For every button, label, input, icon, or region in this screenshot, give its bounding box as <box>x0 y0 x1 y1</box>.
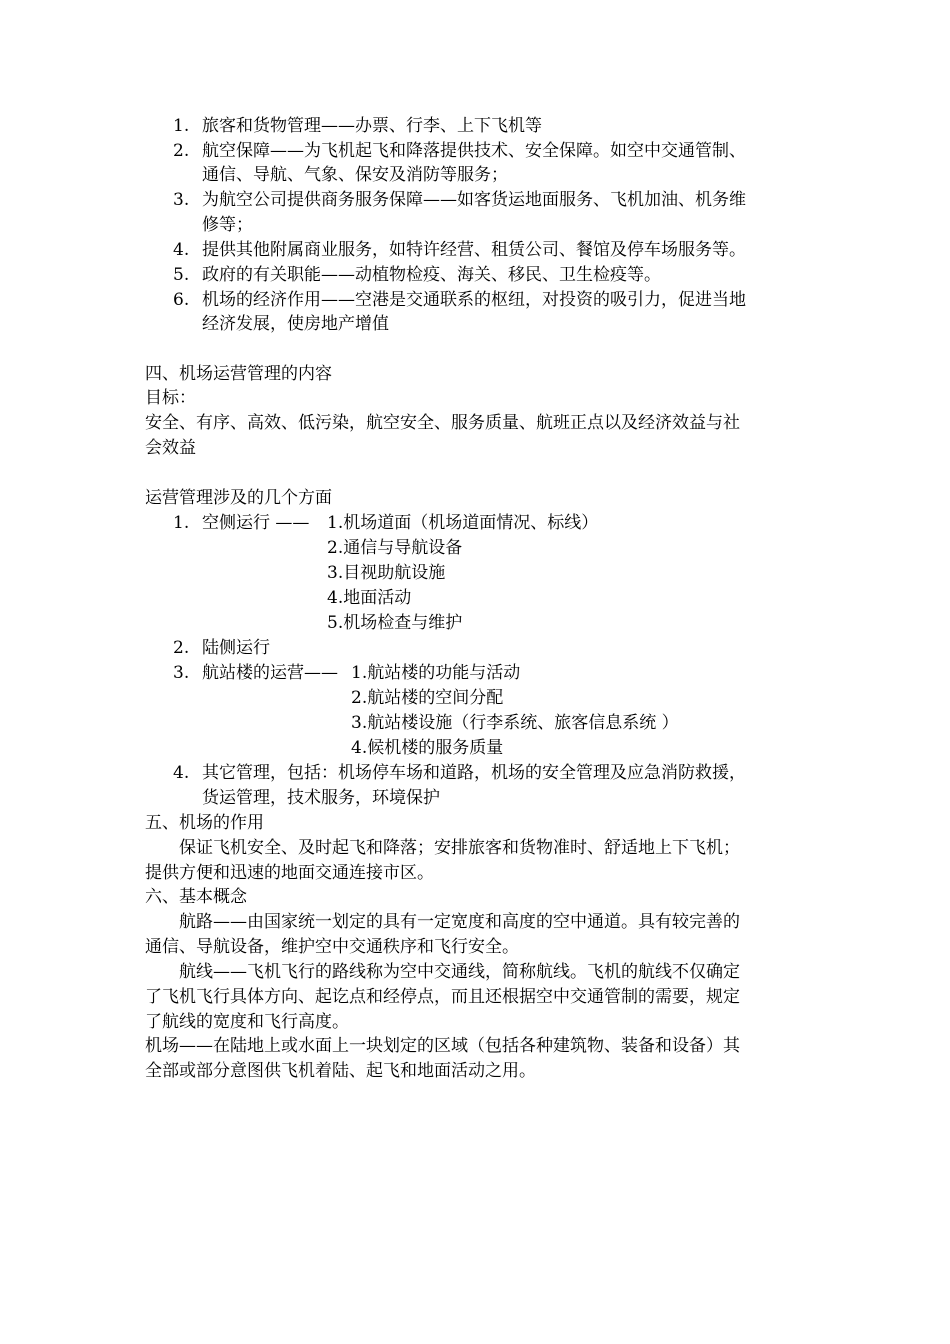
list-item-number: 2. <box>173 638 190 658</box>
list-item-text: 机场的经济作用——空港是交通联系的枢纽，对投资的吸引力，促进当地 <box>202 290 746 310</box>
paragraph-text: 航线——飞机飞行的路线称为空中交通线，简称航线。飞机的航线不仅确定 <box>179 962 740 982</box>
aspect-subitem: 4.候机楼的服务质量 <box>351 738 504 758</box>
list-item-number: 4. <box>173 763 190 783</box>
paragraph-text: 机场——在陆地上或水面上一块划定的区域（包括各种建筑物、装备和设备）其 <box>145 1036 740 1056</box>
list-item-number: 5. <box>173 265 190 285</box>
paragraph-text: 通信、导航设备，维护空中交通秩序和飞行安全。 <box>145 937 519 957</box>
section-heading: 六、基本概念 <box>145 887 247 907</box>
list-item-number: 6. <box>173 290 190 310</box>
list-item-number: 3. <box>173 663 190 683</box>
paragraph-text: 全部或部分意图供飞机着陆、起飞和地面活动之用。 <box>145 1061 536 1081</box>
paragraph-text: 了飞机飞行具体方向、起讫点和经停点，而且还根据空中交通管制的需要，规定 <box>145 987 740 1007</box>
aspect-label: 空侧运行 —— <box>202 513 310 533</box>
aspect-subitem: 1.航站楼的功能与活动 <box>351 663 521 683</box>
aspect-label: 航站楼的运营—— <box>202 663 338 683</box>
list-item-number: 1. <box>173 116 190 136</box>
list-item-number: 3. <box>173 190 190 210</box>
list-item-text: 经济发展，使房地产增值 <box>202 314 389 334</box>
section-heading: 五、机场的作用 <box>145 813 264 833</box>
list-item-number: 2. <box>173 141 190 161</box>
aspects-heading: 运营管理涉及的几个方面 <box>145 488 332 508</box>
list-item-text: 航空保障——为飞机起飞和降落提供技术、安全保障。如空中交通管制、 <box>202 141 746 161</box>
aspect-subitem: 5.机场检查与维护 <box>327 613 463 633</box>
goal-label: 目标： <box>145 388 196 408</box>
paragraph-text: 提供方便和迅速的地面交通连接市区。 <box>145 863 434 883</box>
section-heading: 四、机场运营管理的内容 <box>145 364 332 384</box>
goal-text: 安全、有序、高效、低污染，航空安全、服务质量、航班正点以及经济效益与社 <box>145 413 740 433</box>
aspect-subitem: 2.航站楼的空间分配 <box>351 688 504 708</box>
paragraph-text: 航路——由国家统一划定的具有一定宽度和高度的空中通道。具有较完善的 <box>179 912 740 932</box>
list-item-text: 旅客和货物管理——办票、行李、上下飞机等 <box>202 116 542 136</box>
list-item-text: 通信、导航、气象、保安及消防等服务； <box>202 165 508 185</box>
list-item-text: 提供其他附属商业服务，如特许经营、租赁公司、餐馆及停车场服务等。 <box>202 240 746 260</box>
aspect-subitem: 3.目视助航设施 <box>327 563 446 583</box>
list-item-text: 其它管理，包括：机场停车场和道路，机场的安全管理及应急消防救援， <box>202 763 746 783</box>
aspect-subitem: 4.地面活动 <box>327 588 412 608</box>
list-item-number: 1. <box>173 513 190 533</box>
aspect-subitem: 3.航站楼设施（行李系统、旅客信息系统 ） <box>351 713 679 733</box>
aspect-subitem: 2.通信与导航设备 <box>327 538 463 558</box>
list-item-text: 货运管理，技术服务，环境保护 <box>202 788 440 808</box>
paragraph-text: 了航线的宽度和飞行高度。 <box>145 1012 349 1032</box>
list-item-text: 政府的有关职能——动植物检疫、海关、移民、卫生检疫等。 <box>202 265 661 285</box>
list-item-number: 4. <box>173 240 190 260</box>
list-item-text: 修等； <box>202 215 253 235</box>
paragraph-text: 保证飞机安全、及时起飞和降落；安排旅客和货物准时、舒适地上下飞机； <box>179 838 740 858</box>
goal-text: 会效益 <box>145 438 196 458</box>
aspect-label: 陆侧运行 <box>202 638 270 658</box>
list-item-text: 为航空公司提供商务服务保障——如客货运地面服务、飞机加油、机务维 <box>202 190 746 210</box>
aspect-subitem: 1.机场道面（机场道面情况、标线） <box>327 513 599 533</box>
